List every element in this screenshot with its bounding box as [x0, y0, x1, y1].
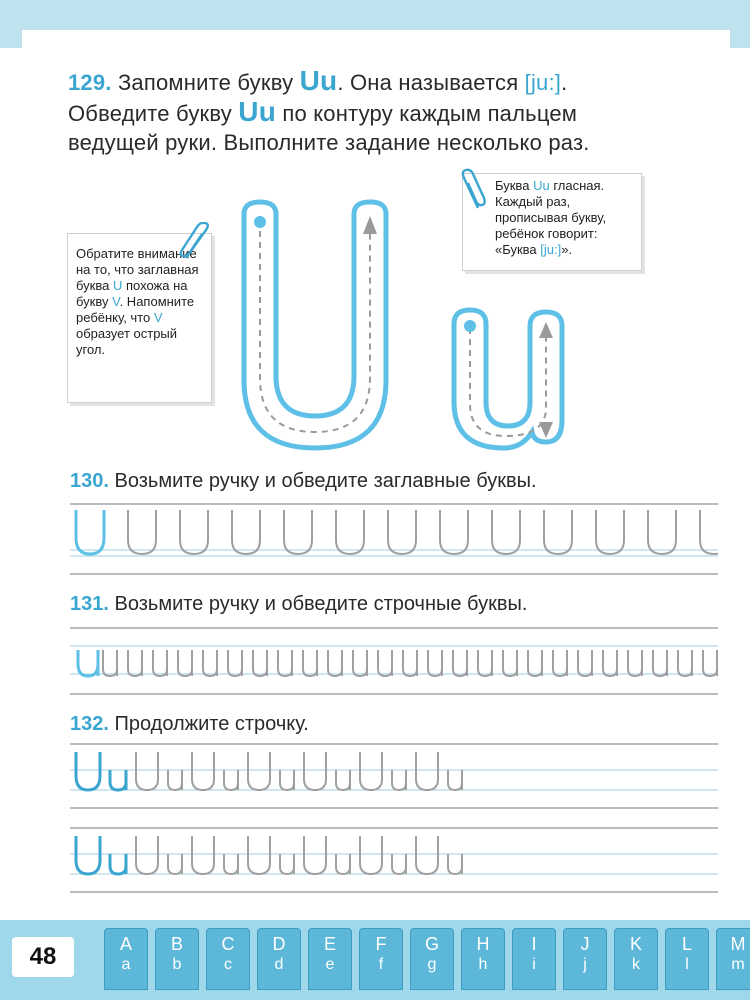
exercise-129-t1: Запомните букву: [117, 70, 294, 95]
practice-letter-small-u: [253, 650, 267, 676]
exercise-129-number: 129.: [68, 70, 112, 95]
practice-letter-u: [596, 510, 624, 554]
practice-letter-u: [360, 836, 382, 874]
practice-letter-small-u: [280, 854, 294, 874]
alphabet-tab-f: [359, 928, 403, 990]
exercise-131-title: [70, 593, 527, 616]
note-right-uu: Uu: [533, 178, 550, 193]
practice-letter-small-u: [403, 650, 417, 676]
practice-letter-small-u: [303, 650, 317, 676]
practice-letter-small-u: [168, 854, 182, 874]
note-right-p1: Буква: [495, 178, 530, 193]
practice-letter-u: [284, 510, 312, 554]
alphabet-tab-lower: a: [121, 956, 131, 973]
writing-lines-132a: [70, 742, 718, 812]
practice-letter-small-u: [553, 650, 567, 676]
practice-letter-small-u: [224, 770, 238, 790]
note-left-v2: V: [153, 310, 163, 325]
exercise-130-text: Возьмите ручку и обведите заглавные буквы.: [114, 470, 537, 492]
alphabet-tab-l: [665, 928, 709, 990]
practice-letter-u: [304, 752, 326, 790]
practice-letter-small-u: [153, 650, 167, 676]
note-left-v: V: [112, 294, 120, 309]
alphabet-tab-lower: h: [478, 956, 488, 973]
page-number: 48: [12, 937, 74, 977]
alphabet-tab-j: [563, 928, 607, 990]
sample-u-cap-1: [76, 752, 100, 790]
note-left-p1: Обратите внимание на то, что заглавная буква: [76, 246, 199, 293]
alphabet-tab-lower: c: [224, 956, 232, 973]
sample-u-small-1: [110, 770, 126, 790]
note-left-p3: . Напомните ребёнку, что: [76, 294, 195, 325]
alphabet-tab-d: [257, 928, 301, 990]
exercise-129-t2: . Она называется: [337, 70, 519, 95]
practice-letter-u: [416, 836, 438, 874]
exercise-130-number: 130.: [70, 470, 109, 492]
exercise-129-t3: .: [561, 70, 568, 95]
practice-letter-small-u: [653, 650, 667, 676]
alphabet-tab-lower: m: [731, 956, 745, 973]
alphabet-tab-upper: F: [375, 934, 387, 954]
note-left-u: U: [112, 278, 123, 293]
practice-letter-small-u: [228, 650, 242, 676]
practice-letter-small-u: [280, 770, 294, 790]
alphabet-tab-upper: A: [119, 934, 132, 954]
note-left-p2: похожа на букву: [76, 278, 188, 309]
trace-sample-small-u: [78, 650, 98, 676]
practice-letter-small-u: [392, 854, 406, 874]
practice-letter-u: [232, 510, 260, 554]
alphabet-tab-e: [308, 928, 352, 990]
exercise-132-text: Продолжите строчку.: [114, 713, 309, 735]
alphabet-tab-lower: e: [325, 956, 335, 973]
practice-letter-small-u: [678, 650, 692, 676]
practice-letter-u: [648, 510, 676, 554]
note-right-p2: гласная. Каждый раз, прописывая букву, ребёнок говорит: «Буква: [495, 178, 607, 257]
paperclip-icon: [178, 222, 214, 262]
alphabet-tab-a: [104, 928, 148, 990]
practice-letter-small-u: [428, 650, 442, 676]
exercise-131-number: 131.: [70, 593, 109, 615]
alphabet-tab-i: [512, 928, 556, 990]
trace-sample-u: [76, 510, 104, 554]
practice-letter-small-u: [178, 650, 192, 676]
writing-lines-132b: [70, 826, 718, 896]
alphabet-tab-upper: E: [323, 934, 336, 954]
alphabet-tab-lower: b: [172, 956, 182, 973]
practice-letter-u: [304, 836, 326, 874]
practice-letter-u: [388, 510, 416, 554]
alphabet-tab-upper: I: [531, 934, 537, 954]
practice-letter-u: [136, 836, 158, 874]
alphabet-tab-upper: M: [730, 934, 746, 954]
practice-letter-u: [192, 752, 214, 790]
alphabet-tab-m: [716, 928, 750, 990]
practice-letter-small-u: [128, 650, 142, 676]
exercise-129-line2a: Обведите букву: [68, 101, 232, 126]
practice-letter-u: [336, 510, 364, 554]
alphabet-tab-lower: f: [378, 956, 384, 973]
practice-letter-u: [700, 510, 718, 554]
practice-letter-u: [440, 510, 468, 554]
practice-letter-small-u: [103, 650, 117, 676]
letter-pair-1: Uu: [299, 65, 338, 96]
alphabet-tab-upper: C: [221, 934, 235, 954]
exercise-131-text: Возьмите ручку и обведите строчные буквы.: [114, 593, 528, 615]
practice-letter-small-u: [603, 650, 617, 676]
practice-letter-small-u: [448, 770, 462, 790]
note-card-right: [462, 173, 642, 271]
sample-u-cap-2: [76, 836, 100, 874]
exercise-129-line2b: по контуру каждым пальцем: [282, 101, 578, 126]
practice-letter-u: [544, 510, 572, 554]
big-letter-small-u-outline: [446, 302, 596, 454]
note-right-transcription: [ju:]: [540, 242, 562, 257]
alphabet-tab-lower: g: [427, 956, 437, 973]
practice-letter-small-u: [353, 650, 367, 676]
practice-letter-small-u: [628, 650, 642, 676]
letter-pair-2: Uu: [238, 96, 277, 127]
practice-letter-small-u: [336, 854, 350, 874]
practice-letter-u: [180, 510, 208, 554]
alphabet-tab-upper: L: [681, 934, 692, 954]
alphabet-tab-upper: D: [272, 934, 286, 954]
alphabet-tab-upper: G: [424, 934, 439, 954]
practice-letter-small-u: [168, 770, 182, 790]
alphabet-tab-c: [206, 928, 250, 990]
alphabet-tab-g: [410, 928, 454, 990]
alphabet-tab-h: [461, 928, 505, 990]
practice-letter-small-u: [336, 770, 350, 790]
transcription-1: [ju:]: [524, 70, 562, 95]
practice-letter-u: [416, 752, 438, 790]
exercise-129-line3: ведущей руки. Выполните задание несколько раз.: [68, 130, 590, 155]
practice-letter-small-u: [392, 770, 406, 790]
practice-letter-small-u: [278, 650, 292, 676]
sample-u-small-2: [110, 854, 126, 874]
exercise-132-title: [70, 713, 309, 736]
alphabet-tab-lower: k: [632, 956, 640, 973]
practice-letter-u: [492, 510, 520, 554]
practice-letter-u: [192, 836, 214, 874]
alphabet-tab-upper: K: [629, 934, 642, 954]
note-left-p4: образует острый угол.: [76, 326, 178, 357]
alphabet-tab-upper: J: [580, 934, 590, 954]
practice-letter-small-u: [703, 650, 717, 676]
practice-letter-u: [248, 836, 270, 874]
big-letter-u-outline: [230, 196, 470, 458]
practice-letter-small-u: [528, 650, 542, 676]
practice-letter-small-u: [478, 650, 492, 676]
writing-lines-131: [70, 624, 718, 700]
alphabet-tab-upper: B: [170, 934, 183, 954]
alphabet-tab-b: [155, 928, 199, 990]
practice-letter-u: [136, 752, 158, 790]
writing-lines-130: [70, 500, 718, 578]
alphabet-tab-upper: H: [476, 934, 490, 954]
practice-letter-small-u: [224, 854, 238, 874]
exercise-132-number: 132.: [70, 713, 109, 735]
alphabet-tab-lower: j: [583, 956, 587, 973]
practice-letter-small-u: [378, 650, 392, 676]
exercise-130-title: [70, 470, 537, 493]
alphabet-tab-lower: l: [685, 956, 689, 973]
practice-letter-small-u: [203, 650, 217, 676]
alphabet-tab-k: [614, 928, 658, 990]
note-right-p3: ».: [561, 242, 573, 257]
alphabet-tab-lower: i: [532, 956, 536, 973]
exercise-129-text: [68, 66, 718, 157]
practice-letter-small-u: [503, 650, 517, 676]
practice-letter-small-u: [448, 854, 462, 874]
alphabet-tab-lower: d: [274, 956, 284, 973]
practice-letter-u: [248, 752, 270, 790]
practice-letter-small-u: [578, 650, 592, 676]
practice-letter-small-u: [328, 650, 342, 676]
practice-letter-small-u: [453, 650, 467, 676]
practice-letter-u: [128, 510, 156, 554]
practice-letter-u: [360, 752, 382, 790]
